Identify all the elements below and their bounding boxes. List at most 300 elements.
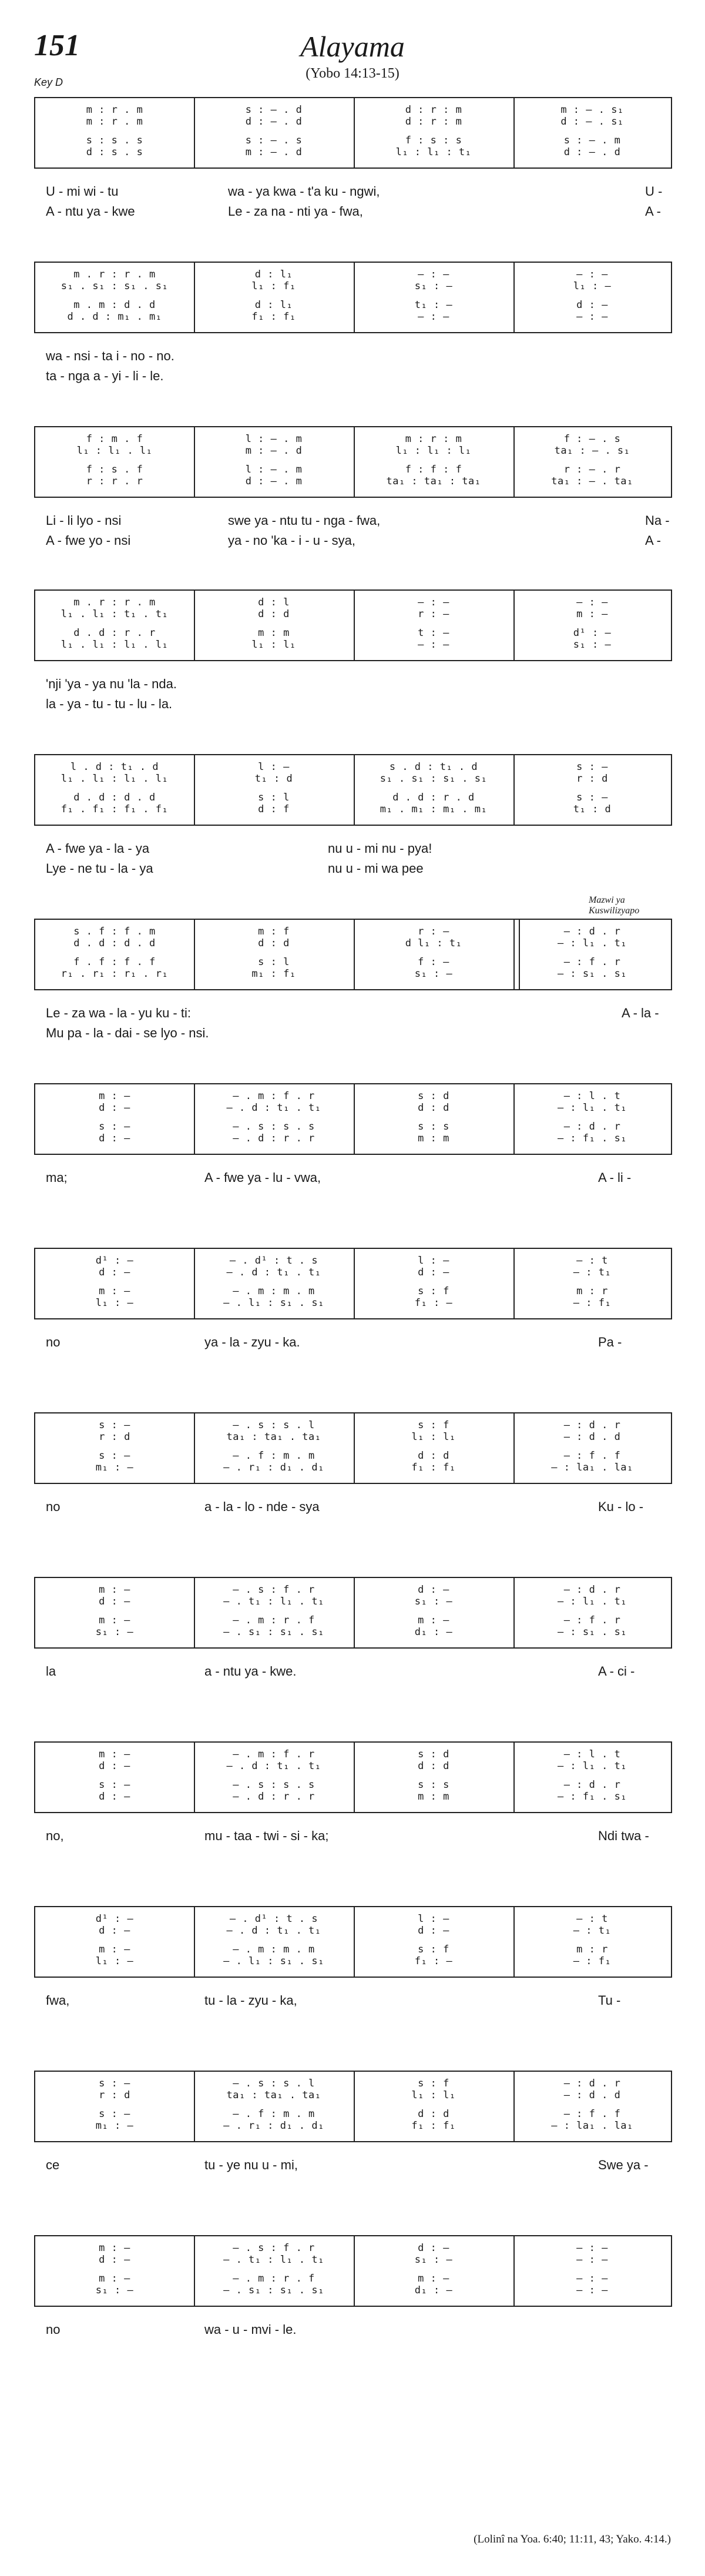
measure-cell: f : s . f: [86, 464, 143, 475]
measure-cell: r : – . r: [563, 464, 621, 475]
measure-cell: d : —: [576, 299, 608, 311]
measure-cell: d : d: [258, 608, 290, 620]
bass-part: [35, 1955, 671, 1968]
measure-cell: s : d: [418, 1090, 449, 1102]
bass-part: [35, 639, 671, 652]
lyric-line: [34, 861, 671, 881]
measure-cell: d¹ : —: [573, 627, 612, 639]
measure-cell: m₁ : —: [95, 2120, 134, 2132]
tenor-part: [35, 627, 671, 640]
measure-cell: d : l₁: [254, 299, 293, 311]
lyric-segment: ma;: [46, 1170, 68, 1185]
soprano-part: [35, 1090, 671, 1103]
measure-cell: — : f₁: [573, 1297, 612, 1309]
measure-cell: – . m : m . m: [233, 1944, 315, 1955]
measure-cell: – . m : f . r: [233, 1090, 315, 1102]
lyric-segment: no: [46, 1335, 61, 1349]
lyrics: [34, 1335, 671, 1355]
lyric-segment: A - ci -: [598, 1664, 635, 1679]
lyric-segment: Lye - ne tu - la - ya: [46, 861, 153, 876]
measure-cell: l₁ . l₁ : l₁ . l₁: [61, 639, 169, 651]
alto-part: [35, 1267, 671, 1279]
measure-cell: r : d: [576, 773, 608, 785]
solfa-staff: [34, 1412, 672, 1484]
music-system: [34, 2071, 671, 2178]
measure-cell: d : —: [418, 1584, 449, 1596]
measure-cell: — : —: [576, 269, 608, 280]
measure-cell: m : —: [99, 1944, 130, 1955]
measure-cell: l₁ : —: [95, 1297, 134, 1309]
measure-cell: l₁ : f₁: [251, 280, 296, 292]
music-system: [34, 1083, 671, 1190]
lyric-segment: ya - la - zyu - ka.: [204, 1335, 300, 1349]
measure-cell: — : f₁ . s₁: [557, 1133, 627, 1144]
measure-cell: l : – . m: [245, 464, 303, 475]
measure-cell: m₁ : f₁: [251, 968, 296, 980]
bass-part: [35, 146, 671, 159]
soprano-part: [35, 1913, 671, 1926]
measure-cell: – . m : r . f: [233, 1614, 315, 1626]
measure-cell: — : l₁ . t₁: [557, 1102, 627, 1114]
measure-cell: s : —: [576, 761, 608, 773]
lyric-segment: a - ntu ya - kwe.: [204, 1664, 297, 1679]
tenor-part: [35, 792, 671, 805]
tenor-part: [35, 464, 671, 477]
measure-cell: – . s₁ : s₁ . s₁: [223, 1626, 324, 1638]
measure-cell: r₁ . r₁ : r₁ . r₁: [61, 968, 169, 980]
measure-cell: t₁ : d: [573, 803, 612, 815]
measure-cell: m : r . m: [86, 104, 143, 116]
measure-cell: d₁ : —: [414, 1626, 453, 1638]
measure-cell: – . m : r . f: [233, 2273, 315, 2284]
lyric-segment: A -: [645, 204, 661, 219]
measure-cell: f₁ : f₁: [251, 311, 296, 323]
measure-cell: d¹ : —: [95, 1913, 134, 1925]
measure-cell: s : —: [99, 2108, 130, 2120]
measure-cell: — : l . t: [563, 1090, 621, 1102]
lyrics: [34, 676, 671, 716]
lyric-segment: Li - li lyo - nsi: [46, 513, 122, 528]
measure-cell: t₁ : —: [414, 299, 453, 311]
measure-cell: ta₁ : – . s₁: [554, 445, 630, 457]
lyric-segment: ya - no 'ka - i - u - sya,: [228, 533, 355, 548]
lyric-line: [34, 1499, 671, 1519]
measure-cell: d . d : m₁ . m₁: [67, 311, 162, 323]
soprano-part: [35, 926, 671, 939]
measure-cell: f . f : f . f: [73, 956, 156, 968]
measure-cell: m . r : r . m: [73, 597, 156, 608]
measure-cell: f : s : s: [405, 135, 462, 146]
music-system: [34, 262, 671, 388]
hymn-title: Alayama: [300, 30, 405, 63]
measure-cell: — : d . r: [563, 1419, 621, 1431]
lyrics: [34, 841, 671, 881]
tenor-part: [35, 956, 671, 969]
measure-cell: — : f₁ . s₁: [557, 1791, 627, 1803]
lyric-segment: tu - la - zyu - ka,: [204, 1993, 297, 2008]
tenor-part: [35, 2273, 671, 2286]
lyric-segment: Le - za na - nti ya - fwa,: [228, 204, 363, 219]
measure-cell: s : d: [418, 1748, 449, 1760]
lyric-segment: A -: [645, 533, 661, 548]
measure-cell: l : —: [418, 1913, 449, 1925]
measure-cell: f : —: [418, 956, 449, 968]
measure-cell: s : – . d: [245, 104, 303, 116]
measure-cell: r : r . r: [86, 475, 143, 487]
measure-cell: s : —: [99, 1450, 130, 1462]
measure-cell: s . d : t₁ . d: [389, 761, 478, 773]
soprano-part: [35, 104, 671, 117]
lyric-segment: fwa,: [46, 1993, 70, 2008]
tenor-part: [35, 299, 671, 312]
music-system: [34, 2235, 671, 2342]
lyric-segment: Na -: [645, 513, 670, 528]
measure-cell: s : f: [418, 1285, 449, 1297]
measure-cell: l₁ . l₁ : l₁ . l₁: [61, 773, 169, 785]
measure-cell: m₁ . m₁ : m₁ . m₁: [380, 803, 488, 815]
measure-cell: s₁ : —: [414, 2254, 453, 2266]
tenor-part: [35, 1121, 671, 1134]
measure-cell: d : —: [99, 1133, 130, 1144]
measure-cell: f : f : f: [405, 464, 462, 475]
measure-cell: m : —: [99, 1285, 130, 1297]
measure-cell: — : —: [576, 2273, 608, 2284]
measure-cell: — : f₁: [573, 1955, 612, 1967]
measure-cell: — : —: [576, 597, 608, 608]
measure-cell: d : d: [418, 1450, 449, 1462]
lyric-line: [34, 676, 671, 696]
measure-cell: s₁ : —: [95, 2284, 134, 2296]
measure-cell: — : t: [576, 1913, 608, 1925]
measure-cell: – . f : m . m: [233, 2108, 315, 2120]
measure-cell: d : l: [258, 597, 290, 608]
lyrics: [34, 349, 671, 388]
measure-cell: d : r : m: [405, 104, 462, 116]
lyric-segment: A - fwe yo - nsi: [46, 533, 131, 548]
measure-cell: – . d : t₁ . t₁: [226, 1760, 321, 1772]
solfa-staff: [34, 1083, 672, 1155]
lyric-segment: la: [46, 1664, 56, 1679]
lyrics: [34, 2158, 671, 2178]
measure-cell: m : m: [258, 627, 290, 639]
lyric-line: [34, 184, 671, 204]
measure-cell: d : – . d: [245, 116, 303, 128]
measure-cell: m : —: [99, 1584, 130, 1596]
measure-cell: s : l: [258, 956, 290, 968]
lyric-line: [34, 349, 671, 369]
lyrics: [34, 1499, 671, 1519]
measure-cell: m : – . d: [245, 146, 303, 158]
measure-cell: t₁ : d: [254, 773, 293, 785]
measure-cell: — : la₁ . la₁: [551, 1462, 633, 1473]
measure-cell: — : —: [576, 311, 608, 323]
measure-cell: — : —: [418, 269, 449, 280]
lyric-segment: Tu -: [598, 1993, 621, 2008]
solfa-staff: [34, 1741, 672, 1813]
measure-cell: m : r: [576, 1944, 608, 1955]
measure-cell: – . d : r . r: [233, 1791, 315, 1803]
measure-cell: l₁ : l₁ : t₁: [395, 146, 472, 158]
lyric-segment: A - fwe ya - lu - vwa,: [204, 1170, 321, 1185]
measure-cell: – . s : s . l: [233, 2078, 315, 2089]
measure-cell: s : s: [418, 1121, 449, 1133]
measure-cell: — : d . r: [563, 1779, 621, 1791]
alto-part: [35, 937, 671, 950]
measure-cell: — : d . r: [563, 1584, 621, 1596]
alto-part: [35, 280, 671, 293]
measure-cell: d : r : m: [405, 116, 462, 128]
measure-cell: d . d : r . r: [73, 627, 156, 639]
measure-cell: — : f . r: [563, 1614, 621, 1626]
lyric-segment: U - mi wi - tu: [46, 184, 119, 199]
measure-cell: d : —: [99, 1102, 130, 1114]
measure-cell: m₁ : —: [95, 1462, 134, 1473]
measure-cell: — : d . r: [563, 1121, 621, 1133]
measure-cell: – . d : t₁ . t₁: [226, 1925, 321, 1937]
alto-part: [35, 116, 671, 129]
solfa-staff: [34, 1248, 672, 1319]
measure-cell: l₁ : l₁ . l₁: [76, 445, 153, 457]
measure-cell: m . m : d . d: [73, 299, 156, 311]
lyric-segment: A - fwe ya - la - ya: [46, 841, 150, 856]
measure-cell: l₁ : l₁: [251, 639, 296, 651]
solfa-staff: [34, 754, 672, 826]
measure-cell: — : d . r: [563, 926, 621, 937]
soprano-part: [35, 433, 671, 446]
measure-cell: ta₁ : ta₁ . ta₁: [226, 1431, 321, 1443]
measure-cell: — : f . f: [563, 1450, 621, 1462]
lyrics: [34, 1170, 671, 1190]
measure-cell: — : —: [418, 311, 449, 323]
measure-cell: s₁ : —: [573, 639, 612, 651]
soprano-part: [35, 1255, 671, 1268]
measure-cell: s : l: [258, 792, 290, 803]
measure-cell: l₁ : l₁ : l₁: [395, 445, 472, 457]
measure-cell: – . s : f . r: [233, 1584, 315, 1596]
music-system: [34, 1577, 671, 1684]
lyric-line: [34, 1664, 671, 1684]
measure-cell: s₁ : —: [414, 280, 453, 292]
measure-cell: – . r₁ : d₁ . d₁: [223, 1462, 324, 1473]
bass-part: [35, 1626, 671, 1639]
measure-cell: d . d : d . d: [73, 792, 156, 803]
solfa-staff: [34, 589, 672, 661]
solfa-staff: [34, 1906, 672, 1978]
measure-cell: — : d . d: [563, 1431, 621, 1443]
bass-part: [35, 2284, 671, 2297]
measure-cell: l₁ . l₁ : t₁ . t₁: [61, 608, 169, 620]
measure-cell: — : —: [418, 597, 449, 608]
bass-part: [35, 475, 671, 488]
measure-cell: – . d¹ : t . s: [229, 1913, 318, 1925]
measure-cell: – . t₁ : l₁ . t₁: [223, 1596, 324, 1607]
lyric-line: [34, 696, 671, 716]
measure-cell: s . f : f . m: [73, 926, 156, 937]
measure-cell: – . d : t₁ . t₁: [226, 1267, 321, 1278]
measure-cell: d : —: [99, 2254, 130, 2266]
measure-cell: — : f . f: [563, 2108, 621, 2120]
measure-cell: s : f: [418, 2078, 449, 2089]
measure-cell: f : m . f: [86, 433, 143, 445]
music-system: [34, 1248, 671, 1355]
measure-cell: d : —: [418, 1267, 449, 1278]
lyric-segment: la - ya - tu - tu - lu - la.: [46, 696, 173, 711]
lyric-segment: wa - u - mvi - le.: [204, 2322, 297, 2337]
measure-cell: s : – . m: [563, 135, 621, 146]
lyric-line: [34, 2322, 671, 2342]
measure-cell: d : d: [418, 1760, 449, 1772]
measure-cell: l₁ : l₁: [411, 1431, 456, 1443]
measure-cell: m : —: [99, 2242, 130, 2254]
lyric-segment: mu - taa - twi - si - ka;: [204, 1828, 329, 1843]
measure-cell: t : —: [418, 627, 449, 639]
lyric-segment: 'nji 'ya - ya nu 'la - nda.: [46, 676, 177, 691]
measure-cell: d : – . d: [563, 146, 621, 158]
measure-cell: d . d : d . d: [73, 937, 156, 949]
measure-cell: s : —: [99, 1419, 130, 1431]
bass-part: [35, 968, 671, 981]
lyric-line: [34, 204, 671, 224]
measure-cell: m : f: [258, 926, 290, 937]
alto-part: [35, 445, 671, 458]
measure-cell: — : t₁: [573, 1267, 612, 1278]
measure-cell: — : l . t: [563, 1748, 621, 1760]
measure-cell: m : —: [576, 608, 608, 620]
lyric-segment: U -: [645, 184, 663, 199]
measure-cell: d : —: [418, 2242, 449, 2254]
measure-cell: — : l₁ . t₁: [557, 937, 627, 949]
lyric-segment: Swe ya -: [598, 2158, 649, 2172]
measure-cell: s₁ : —: [414, 1596, 453, 1607]
bass-part: [35, 311, 671, 324]
lyric-line: [34, 1993, 671, 2013]
bass-part: [35, 2120, 671, 2133]
lyric-segment: no: [46, 1499, 61, 1514]
measure-cell: — : la₁ . la₁: [551, 2120, 633, 2132]
soprano-part: [35, 1748, 671, 1761]
lyric-segment: ce: [46, 2158, 60, 2172]
lyric-line: [34, 369, 671, 388]
lyric-segment: nu u - mi nu - pya!: [328, 841, 432, 856]
measure-cell: d : l₁: [254, 269, 293, 280]
bass-part: [35, 1297, 671, 1310]
measure-cell: — : t: [576, 1255, 608, 1267]
measure-cell: m : r: [576, 1285, 608, 1297]
bass-part: [35, 803, 671, 816]
measure-cell: – . d : r . r: [233, 1133, 315, 1144]
music-system: [34, 754, 671, 881]
measure-cell: l₁ : —: [573, 280, 612, 292]
measure-cell: — : d . d: [563, 2089, 621, 2101]
soprano-part: [35, 761, 671, 774]
measure-cell: l : —: [418, 1255, 449, 1267]
alto-part: [35, 2254, 671, 2267]
soprano-part: [35, 1419, 671, 1432]
alto-part: [35, 608, 671, 621]
soprano-part: [35, 597, 671, 609]
music-system: [34, 895, 671, 1046]
measure-cell: – . m : m . m: [233, 1285, 315, 1297]
tenor-part: [35, 135, 671, 148]
measure-cell: d : d: [258, 937, 290, 949]
measure-cell: s : s: [418, 1779, 449, 1791]
measure-cell: l : —: [258, 761, 290, 773]
measure-cell: s : —: [99, 2078, 130, 2089]
lyric-line: [34, 513, 671, 533]
lyric-line: [34, 533, 671, 553]
measure-cell: ta₁ : ta₁ . ta₁: [226, 2089, 321, 2101]
lyric-segment: Mu pa - la - dai - se lyo - nsi.: [46, 1026, 209, 1040]
measure-cell: — : —: [576, 2254, 608, 2266]
measure-cell: l₁ : —: [95, 1955, 134, 1967]
measure-cell: m : r . m: [86, 116, 143, 128]
tenor-part: [35, 1450, 671, 1463]
measure-cell: l₁ : l₁: [411, 2089, 456, 2101]
measure-cell: s₁ . s₁ : s₁ . s₁: [61, 280, 169, 292]
lyric-line: [34, 1170, 671, 1190]
measure-cell: r : —: [418, 926, 449, 937]
measure-cell: – . s₁ : s₁ . s₁: [223, 2284, 324, 2296]
section-annotation: Mazwi ya Kuswilizyapo: [589, 895, 640, 916]
lyric-segment: no: [46, 2322, 61, 2337]
measure-cell: — : —: [576, 2284, 608, 2296]
bass-part: [35, 1462, 671, 1475]
measure-cell: r : d: [99, 2089, 130, 2101]
measure-cell: – . d : t₁ . t₁: [226, 1102, 321, 1114]
lyric-segment: nu u - mi wa pee: [328, 861, 424, 876]
measure-cell: d : —: [99, 1760, 130, 1772]
measure-cell: — : f . r: [563, 956, 621, 968]
key-signature: Key D: [34, 76, 63, 88]
tenor-part: [35, 1285, 671, 1298]
footer-references: (Lolinî na Yoa. 6:40; 11:11, 43; Yako. 4:14.): [474, 2533, 671, 2545]
measure-cell: d¹ : —: [95, 1255, 134, 1267]
lyric-line: [34, 2158, 671, 2178]
measure-cell: d : d: [418, 1102, 449, 1114]
measure-cell: – . l₁ : s₁ . s₁: [223, 1955, 324, 1967]
alto-part: [35, 1431, 671, 1444]
measure-cell: d : d: [418, 2108, 449, 2120]
measure-cell: s : s . s: [86, 135, 143, 146]
measure-cell: m : m: [418, 1791, 449, 1803]
measure-cell: s₁ . s₁ : s₁ . s₁: [380, 773, 488, 785]
measure-cell: s : —: [99, 1121, 130, 1133]
scripture-reference: (Yobo 14:13-15): [306, 66, 400, 81]
solfa-staff: [34, 2071, 672, 2142]
measure-cell: — : —: [576, 2242, 608, 2254]
tenor-part: [35, 1614, 671, 1627]
alto-part: [35, 2089, 671, 2102]
measure-cell: f : – . s: [563, 433, 621, 445]
alto-part: [35, 1925, 671, 1938]
measure-cell: m : – . s₁: [560, 104, 624, 116]
alto-part: [35, 1760, 671, 1773]
measure-cell: r : d: [99, 1431, 130, 1443]
measure-cell: f₁ . f₁ : f₁ . f₁: [61, 803, 169, 815]
solfa-staff: [34, 2235, 672, 2307]
lyric-segment: no,: [46, 1828, 64, 1843]
tenor-part: [35, 2108, 671, 2121]
soprano-part: [35, 2078, 671, 2091]
lyric-segment: swe ya - ntu tu - nga - fwa,: [228, 513, 381, 528]
measure-cell: s : —: [576, 792, 608, 803]
measure-cell: – . s : s . s: [233, 1779, 315, 1791]
measure-cell: s₁ : —: [95, 1626, 134, 1638]
measure-cell: s₁ : —: [414, 968, 453, 980]
lyric-segment: Pa -: [598, 1335, 622, 1349]
solfa-staff: [34, 97, 672, 169]
measure-cell: — : l₁ . t₁: [557, 1596, 627, 1607]
